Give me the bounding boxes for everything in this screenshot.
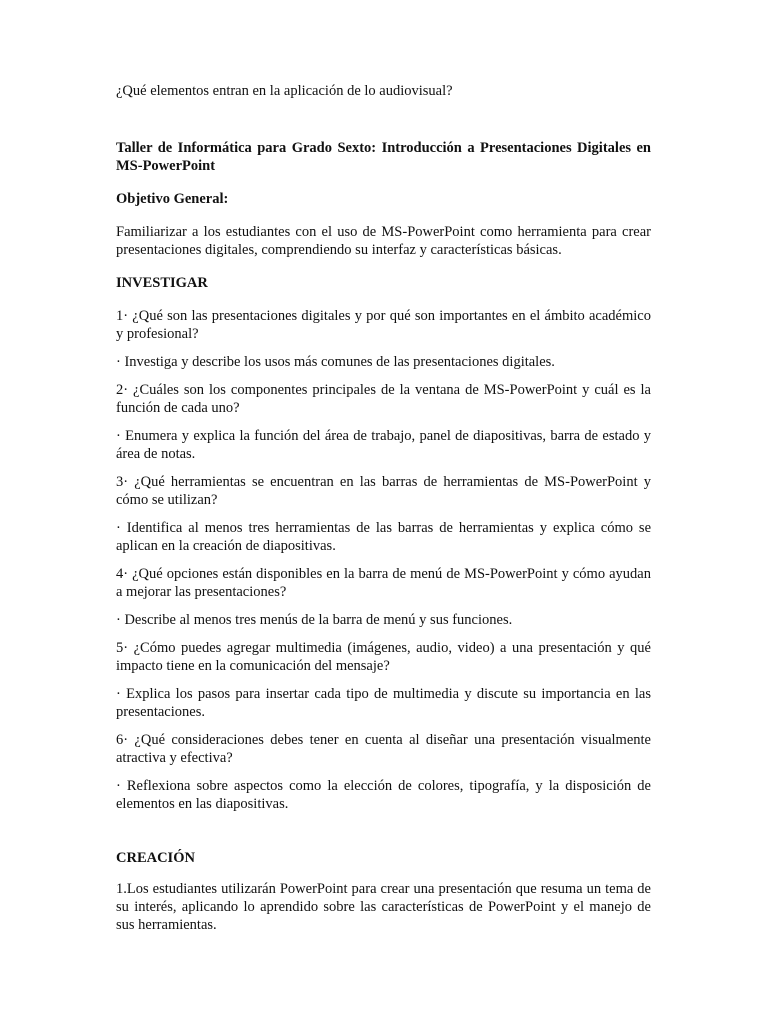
task-3: · Identifica al menos tres herramientas de las barras de herramientas y explica cómo se aplican en la creación de diapositivas. xyxy=(116,520,651,554)
objective-heading: Objetivo General: xyxy=(116,191,229,207)
question-5: 5· ¿Cómo puedes agregar multimedia (imágenes, audio, video) a una presentación y qué impacto tiene en la comunicación del mensaje? xyxy=(116,640,651,674)
document-title: Taller de Informática para Grado Sexto: Introducción a Presentaciones Digitales en MS-PowerPoint xyxy=(116,140,651,174)
question-1: 1· ¿Qué son las presentaciones digitales y por qué son importantes en el ámbito académico y profesional? xyxy=(116,308,651,342)
objective-text: Familiarizar a los estudiantes con el uso de MS-PowerPoint como herramienta para crear presentaciones digitales, comprendiendo su interfaz y características básicas. xyxy=(116,224,651,258)
document-page xyxy=(116,82,651,934)
task-6: · Reflexiona sobre aspectos como la elección de colores, tipografía, y la disposición de elementos en las diapositivas. xyxy=(116,778,651,812)
question-4: 4· ¿Qué opciones están disponibles en la barra de menú de MS-PowerPoint y cómo ayudan a mejorar las presentaciones? xyxy=(116,566,651,600)
question-3: 3· ¿Qué herramientas se encuentran en las barras de herramientas de MS-PowerPoint y cómo se utilizan? xyxy=(116,474,651,508)
intro-question: ¿Qué elementos entran en la aplicación de lo audiovisual? xyxy=(116,83,453,99)
task-2: · Enumera y explica la función del área de trabajo, panel de diapositivas, barra de estado y área de notas. xyxy=(116,428,651,462)
question-6: 6· ¿Qué consideraciones debes tener en cuenta al diseñar una presentación visualmente atractiva y efectiva? xyxy=(116,732,651,766)
creacion-text: 1.Los estudiantes utilizarán PowerPoint para crear una presentación que resuma un tema de su interés, aplicando lo aprendido sobre las características de PowerPoint y el manejo de sus herramientas. xyxy=(116,881,651,933)
task-1: · Investiga y describe los usos más comunes de las presentaciones digitales. xyxy=(116,354,555,370)
question-2: 2· ¿Cuáles son los componentes principales de la ventana de MS-PowerPoint y cuál es la función de cada uno? xyxy=(116,382,651,416)
task-4: · Describe al menos tres menús de la barra de menú y sus funciones. xyxy=(116,612,513,628)
investigar-heading: INVESTIGAR xyxy=(116,275,208,291)
task-5: · Explica los pasos para insertar cada tipo de multimedia y discute su importancia en las presentaciones. xyxy=(116,686,651,720)
creacion-heading: CREACIÓN xyxy=(116,850,195,866)
